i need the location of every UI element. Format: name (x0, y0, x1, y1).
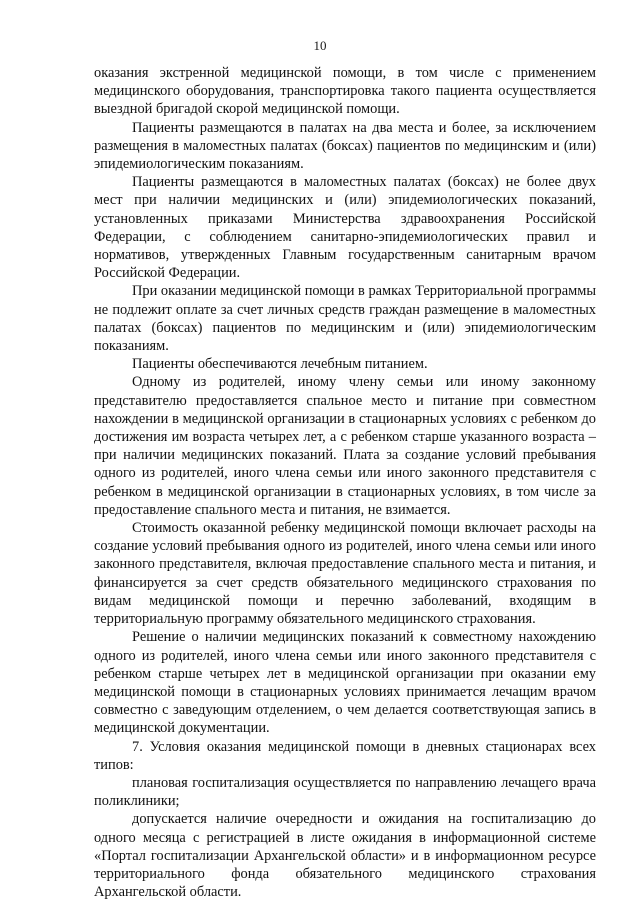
paragraph-parent-stay: Одному из родителей, иному члену семьи или иному законному представителю предоставляется спальное место и питание при совместном нахождении в медицинской организации в стационарных условиях с ребенком до достижения им возраста четырех лет, а с ребенком старше указанного возраста – при наличии медицинских показаний. Плата за создание условий пребывания одного из родителей, иного члена семьи или иного законного представителя с ребенком в медицинской организации в стационарных условиях, в том числе за предоставление спального места и питания, не взимается. (94, 374, 596, 518)
paragraph-nutrition: Пациенты обеспечиваются лечебным питанием. (132, 356, 428, 373)
paragraph-ward-placement: Пациенты размещаются в палатах на два места и более, за исключением размещения в маломестных палатах (боксах) пациентов по медицинским и (или) эпидемиологическим показаниям. (94, 119, 596, 173)
page-number: 10 (313, 38, 327, 53)
paragraph-decision: Решение о наличии медицинских показаний к совместному нахождению одного из родителей, иного члена семьи или иного законного представителя с ребенком старше четырех лет в медицинской организации при оказании ему медицинской помощи в стационарных условиях принимается лечащим врачом совместно с заведующим отделением, о чем делается соответствующая запись в медицинской документации. (94, 629, 596, 737)
document-body (94, 64, 596, 901)
paragraph-planned-admission: плановая госпитализация осуществляется по направлению лечащего врача поликлиники; (94, 774, 596, 810)
paragraph-no-payment: При оказании медицинской помощи в рамках Территориальной программы не подлежит оплате за счет личных средств граждан размещение в маломестных палатах (боксах) пациентов по медицинским и (или) эпидемиологическим показаниям. (94, 283, 596, 355)
paragraph-small-wards: Пациенты размещаются в маломестных палатах (боксах) не более двух мест при наличии медицинских и (или) эпидемиологических показаний, установленных приказами Министерства здравоохранения Российской Федерации, с соблюдением санитарно-эпидемиологических правил и нормативов, утвержденных Главным государственным санитарным врачом Российской Федерации. (94, 174, 596, 282)
paragraph-section-7-heading: 7. Условия оказания медицинской помощи в дневных стационарах всех типов: (94, 738, 596, 773)
paragraph-continuation: оказания экстренной медицинской помощи, в том числе с применением медицинского оборудования, транспортировка такого пациента осуществляется выездной бригадой скорой медицинской помощи. (94, 65, 596, 118)
paragraph-waiting-list: допускается наличие очередности и ожидания на госпитализацию до одного месяца с регистрацией в листе ожидания в информационной системе «Портал госпитализации Архангельской области» и в информационном ресурсе территориального фонда обязательного медицинского страхования Архангельской области. (94, 811, 596, 901)
paragraph-cost: Стоимость оказанной ребенку медицинской помощи включает расходы на создание условий пребывания одного из родителей, иного члена семьи или иного законного представителя, включая предоставление спального места и питания, и финансируется за счет средств обязательного медицинского страхования по видам медицинской помощи и перечню заболеваний, входящим в территориальную программу обязательного медицинского страхования. (94, 520, 596, 628)
